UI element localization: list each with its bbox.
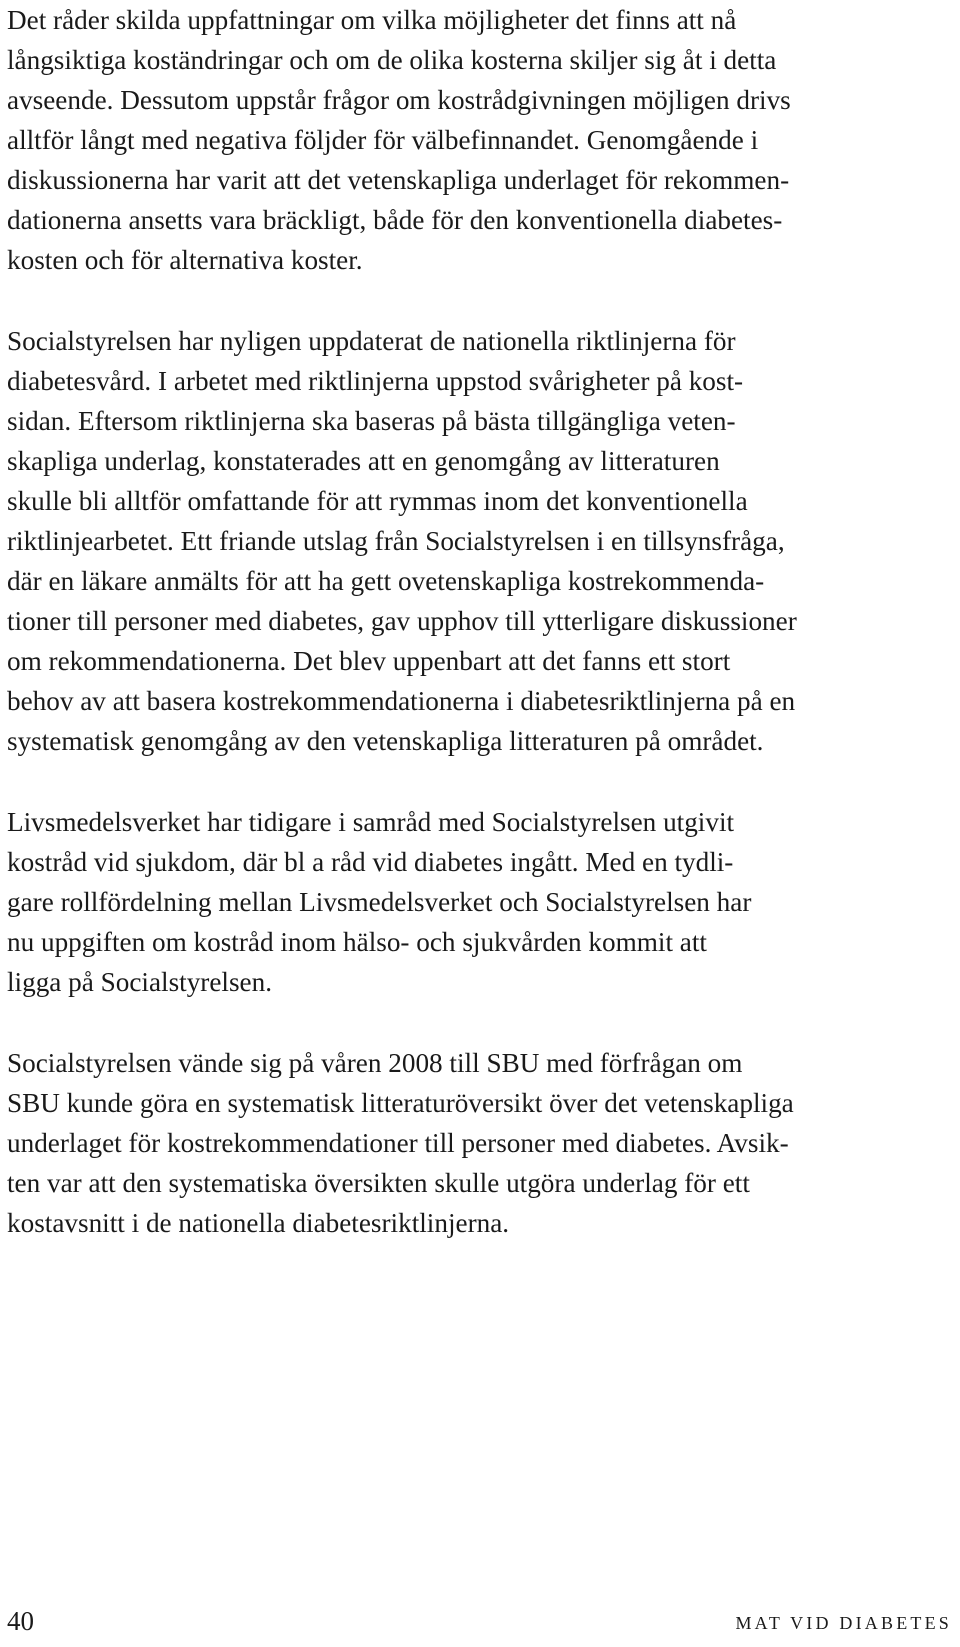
text-line: avseende. Dessutom uppstår frågor om kostrådgivningen möjligen drivs [7, 85, 791, 115]
text-line: Livsmedelsverket har tidigare i samråd med Socialstyrelsen utgivit [7, 807, 735, 837]
text-line: systematisk genomgång av den vetenskapliga litteraturen på området. [7, 726, 764, 756]
text-line: Det råder skilda uppfattningar om vilka möjligheter det finns att nå [7, 5, 737, 35]
text-line: långsiktiga koständringar och om de olika kosterna skiljer sig åt i detta [7, 45, 777, 75]
text-line: sidan. Eftersom riktlinjerna ska baseras på bästa tillgängliga veten- [7, 406, 736, 436]
text-line: diabetesvård. I arbetet med riktlinjerna uppstod svårigheter på kost- [7, 366, 744, 396]
text-line: skulle bli alltför omfattande för att rymmas inom det konventionella [7, 486, 748, 516]
text-line: kosten och för alternativa koster. [7, 245, 363, 275]
text-line: diskussionerna har varit att det vetenskapliga underlaget för rekommen- [7, 165, 790, 195]
text-line: alltför långt med negativa följder för välbefinnandet. Genomgående i [7, 125, 759, 155]
text-line: riktlinjearbetet. Ett friande utslag från Socialstyrelsen i en tillsynsfråga, [7, 526, 785, 556]
text-line: ten var att den systematiska översikten skulle utgöra underlag för ett [7, 1168, 750, 1198]
text-line: gare rollfördelning mellan Livsmedelsverket och Socialstyrelsen har [7, 887, 752, 917]
text-line: underlaget för kostrekommendationer till personer med diabetes. Avsik- [7, 1128, 789, 1158]
body-text [7, 0, 955, 1284]
text-line: dationerna ansetts vara bräckligt, både för den konventionella diabetes- [7, 205, 783, 235]
text-line: Socialstyrelsen har nyligen uppdaterat de nationella riktlinjerna för [7, 326, 736, 356]
text-line: behov av att basera kostrekommendationerna i diabetesriktlinjerna på en [7, 686, 796, 716]
running-title: MAT VID DIABETES [735, 1613, 952, 1633]
paragraph [7, 0, 955, 280]
text-line: tioner till personer med diabetes, gav upphov till ytterligare diskussioner [7, 606, 797, 636]
text-line: SBU kunde göra en systematisk litteraturöversikt över det vetenskapliga [7, 1088, 794, 1118]
text-line: där en läkare anmälts för att ha gett ovetenskapliga kostrekommenda- [7, 566, 765, 596]
text-line: ligga på Socialstyrelsen. [7, 967, 273, 997]
text-line: om rekommendationerna. Det blev uppenbart att det fanns ett stort [7, 646, 731, 676]
text-line: kostråd vid sjukdom, där bl a råd vid diabetes ingått. Med en tydli- [7, 847, 734, 877]
text-line: kostavsnitt i de nationella diabetesriktlinjerna. [7, 1208, 510, 1238]
text-line: skapliga underlag, konstaterades att en genomgång av litteraturen [7, 446, 720, 476]
paragraph [7, 321, 955, 761]
paragraph [7, 1043, 955, 1243]
page-number: 40 [7, 1606, 34, 1636]
page-footer [7, 1601, 952, 1641]
paragraph [7, 802, 955, 1002]
text-line: Socialstyrelsen vände sig på våren 2008 till SBU med förfrågan om [7, 1048, 743, 1078]
text-line: nu uppgiften om kostråd inom hälso- och sjukvården kommit att [7, 927, 707, 957]
